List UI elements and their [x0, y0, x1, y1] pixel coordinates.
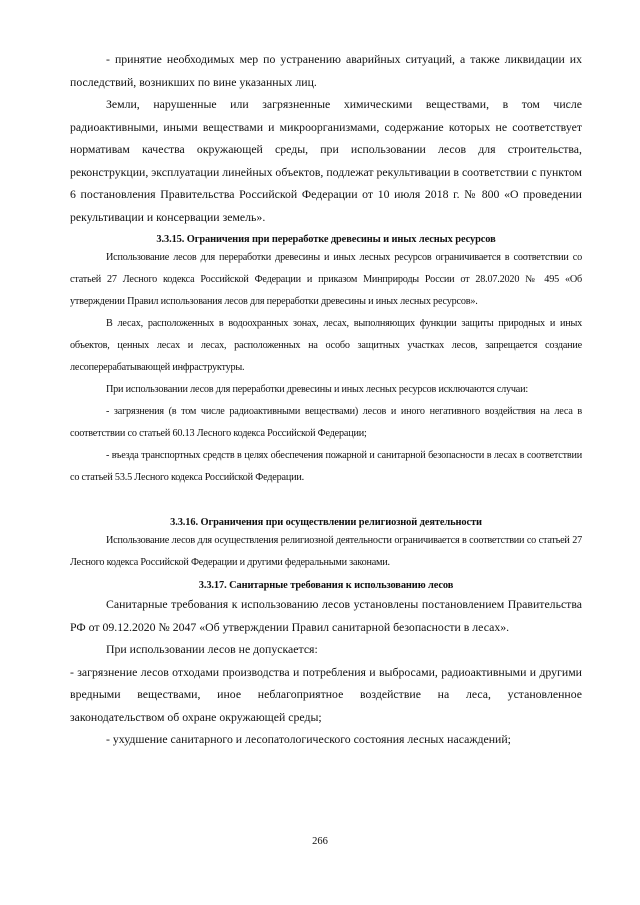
list-item-forest-pollution: - загрязнение лесов отходами производства и потребления и выбросами, радиоактивными и другими вредными веществами, иное неблагоприятное воздействие на леса, установленное законодательством об охране окружающей среды; [70, 664, 582, 724]
list-item-sanitary-deterioration: - ухудшение санитарного и лесопатологического состояния лесных насаждений; [106, 732, 511, 746]
paragraph-excluded-cases: При использовании лесов для переработки древесины и иных лесных ресурсов исключаются случаи: [106, 384, 528, 395]
paragraph-emergency-measures: - принятие необходимых мер по устранению аварийных ситуаций, а также ликвидации их последствий, возникших по вине указанных лиц. [70, 52, 582, 89]
paragraph-sanitary-requirements: Санитарные требования к использованию лесов установлены постановлением Правительства РФ от 09.12.2020 № 2047 «Об утверждении Правил санитарной безопасности в лесах». [70, 597, 582, 634]
paragraph-wood-processing-restriction: Использование лесов для переработки древесины и иных лесных ресурсов ограничивается в соответствии со статьей 27 Лесного кодекса Российской Федерации и приказом Минприроды России от 28.07.2020 № 495 «Об утверждении Правил использования лесов для переработки древесины и иных лесных ресурсов». [70, 252, 582, 307]
heading-3-3-17: 3.3.17. Санитарные требования к использованию лесов [198, 580, 454, 591]
paragraph-religious-activity: Использование лесов для осуществления религиозной деятельности ограничивается в соответствии со статьей 27 Лесного кодекса Российской Федерации и другими федеральными законами. [70, 535, 582, 568]
heading-3-3-15: 3.3.15. Ограничения при переработке древесины и иных лесных ресурсов [156, 234, 496, 245]
page-content [70, 48, 582, 751]
list-item-vehicle-entry: - въезда транспортных средств в целях обеспечения пожарной и санитарной безопасности в лесах в соответствии со статьей 53.5 Лесного кодекса Российской Федерации. [70, 450, 582, 483]
page-number: 266 [312, 836, 328, 847]
paragraph-water-protection-zones: В лесах, расположенных в водоохранных зонах, лесах, выполняющих функции защиты природных и иных объектов, ценных лесах и лесах, расположенных на особо защитных участках лесов, запрещается создание лесоперерабатывающей инфраструктуры. [70, 318, 582, 373]
paragraph-not-allowed: При использовании лесов не допускается: [106, 642, 318, 656]
paragraph-land-recultivation: Земли, нарушенные или загрязненные химическими веществами, в том числе радиоактивными, иными веществами и микроорганизмами, содержание которых не соответствует нормативам качества окружающей среды, при использовании лесов для строительства, реконструкции, эксплуатации линейных объектов, подлежат рекультивации в соответствии с пунктом 6 постановления Правительства Российской Федерации от 10 июля 2018 г. № 800 «О проведении рекультивации и консервации земель». [70, 97, 582, 224]
heading-3-3-16: 3.3.16. Ограничения при осуществлении религиозной деятельности [170, 517, 482, 528]
section-spacer [70, 489, 582, 511]
list-item-pollution: - загрязнения (в том числе радиоактивными веществами) лесов и иного негативного воздействия на леса в соответствии со статьей 60.13 Лесного кодекса Российской Федерации; [70, 406, 582, 439]
